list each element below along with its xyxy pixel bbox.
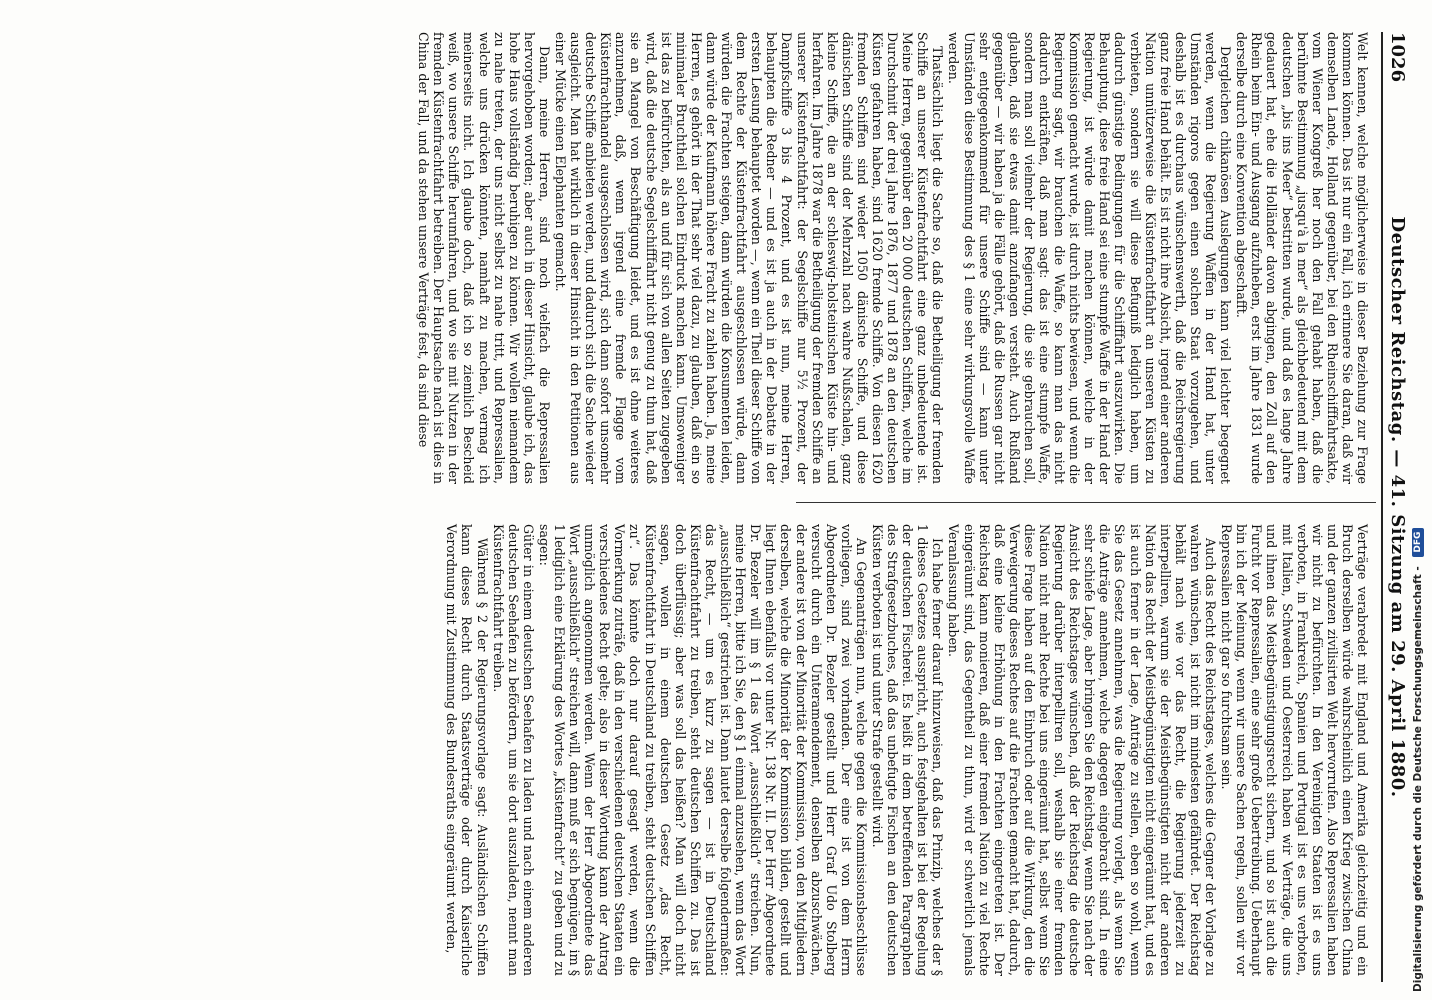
header-rule bbox=[1381, 32, 1383, 982]
page-number: 1026 bbox=[1387, 32, 1408, 83]
paragraph: Verträge verabredet mit England und Amerika gleichzeitig und ein Bruch derselben würde wahrscheinlich einen Krieg zwischen China und der ganzen zivilisirten Welt hervorrufen. Also Repressalien haben wir nicht zu befürchten. In den Vereinigten Staaten ist es uns verboten, in Frankreich, Spanien und Portugal ist es uns verboten, mit Italien, Schweden und Oesterreich haben wir Verträge, die uns und ihnen das Meistbegünstigungsrecht sichern, und so ist auch die Furcht vor Repressalien, eine sehr große Uebertreibung. Ueberhaupt bin ich der Meinung, wenn wir unsere Sachen regeln, sollen wir vor Repressalien nicht gar so furchtsam sein. bbox=[1219, 524, 1370, 976]
paragraph: Ich habe ferner darauf hinzuweisen, daß das Prinzip, welches der § 1 dieses Gesetzes ausspricht, auch festgehalten ist bei der Regelung der deutschen Fischerei. Es heißt in dem betreffenden Paragraphen des Strafgesetzbuches, daß das unbefugte Fischen an den deutschen Küsten verboten ist und unter Strafe gestellt wird. bbox=[870, 524, 946, 976]
paragraph: Während § 2 der Regierungsvorlage sagt: Ausländischen Schiffen kann dieses Recht durch Staatsverträge oder durch Kaiserliche Verordnung mit Zustimmung des Bundesraths eingeräumt werden, bbox=[444, 524, 490, 976]
column-divider bbox=[796, 502, 1376, 503]
text-column-left bbox=[416, 32, 1370, 484]
paragraph: Dergleichen chikanösen Auslegungen kann viel leichter begegnet werden, wenn die Regierung Waffen in der Hand hat, unter Umständen rigoros gegen einen solchen Staat vorzugehen, und deshalb ist es durchaus wünschenswerth, daß die Reichsregierung ganz freie Hand behält. Es ist nicht ihre Absicht, irgend einer anderen Nation unnützerweise die Küstenfrachtfahrt an unseren Küsten zu verbieten, sondern sie will diese Befugniß lediglich haben, um dadurch günstige Bedingungen für die Schifffahrt auszuwirken. Die Behauptung, diese freie Hand sei eine stumpfe Waffe in der Hand der Regierung, ist würde damit machen können, welche in der Kommission gemacht wurde, ist durch nichts bewiesen, und wenn die Regierung sagt, wir brauchen die Waffe, so kann man das nicht dadurch entkräften, daß man sagt: das ist eine stumpfe Waffe, sondern man soll vielmehr der Regierung, die sie gebrauchen soll, glauben, daß sie etwas damit anzufangen versteht. Auch Rußland gegenüber — wir haben ja die Fälle gehört, daß die Russen gar nicht sehr entgegenkommend für unsere Schiffe sind — kann unter Umständen diese Bestimmung des § 1 eine sehr wirkungsvolle Waffe werden. bbox=[946, 32, 1234, 484]
digitization-notice bbox=[1412, 12, 1424, 992]
page-header bbox=[1380, 32, 1410, 982]
dfg-logo: DFG bbox=[1412, 528, 1424, 557]
paragraph: Dann, meine Herren, sind noch vielfach die Repressalien hervorgehoben worden; aber auch in dieser Hinsicht, glaube ich, das hohe Haus vollständig beruhigen zu können. Wir wollen niemandem zu nahe treten, der uns nicht selbst zu nahe tritt, und Repressalien, welche uns drücken könnten, namhaft zu machen, vermag ich meinerseits nicht. Ich glaube doch, daß ich so ziemlich Bescheid weiß, wo unsere Schiffe herumfahren, und wo sie mit Nutzen in der fremden Küstenfrachtfahrt betreiben. Der Hauptsache nach ist dies in China der Fall, und da stehen unsere Verträge fest, da sind diese bbox=[416, 32, 552, 484]
paragraph: An Gegenanträgen nun, welche gegen die Kommissionsbeschlüsse vorliegen, sind zwei vorhanden. Der eine ist von dem Herrn Abgeordneten Dr. Bezeler gestellt und Herr Graf Udo Stolberg versucht durch ein Unteramendement, denselben abzuschwächen, der andere ist von der Minorität der Kommission, von den Mitgliedern derselben, welche die Minorität der Kommission bilden, gestellt und liegt Ihnen ebenfalls vor unter Nr. 138 Nr. II. Der Herr Abgeordnete Dr. Bezeler will im § 1 das Wort „ausschließlich“ streichen. Nun, meine Herren, bitte ich Sie, den § 1 einmal anzusehen, wenn das Wort „ausschließlich“ gestrichen ist. Dann lautet derselbe folgendermaßen: das Recht, — um es kurz zu sagen — ist in Deutschland Küstenfrachtfahrt zu treiben, steht deutschen Schiffen zu. Das ist doch überflüssig; aber was soll das heißen? Man will doch nicht sagen, wollen in einem deutschen Gesetz „das Recht, Küstenfrachtfahrt in Deutschland zu treiben, steht deutschen Schiffen zu“. Das könnte doch nur darauf gesagt werden, wenn die Vormerkung zuträfe, daß in den verschiedenen deutschen Staaten ein verschiedenes Recht gelte; also in dieser Wortung kann der Antrag unmöglich angenommen werden. Wenn der Herr Abgeordnete das Wort „ausschließlich“ streichen will, dann muß er sich begnügen, im § 1 lediglich eine Erklärung des Wortes „Küstenfracht“ zu geben und zu sagen: bbox=[536, 524, 869, 976]
page-title: Deutscher Reichstag. — 41. Sitzung am 29. April 1880. bbox=[1387, 216, 1408, 798]
rotated-page bbox=[80, 32, 1410, 982]
paragraph: Auch das Recht des Reichstages, welches die Gegner der Vorlage zu wahren wünschen, ist nicht im mindesten gefährdet. Der Reichstag behält nach wie vor das Recht, die Regierung jederzeit zu interpelliren, warum sie der Meistbegünstigten nicht der anderen Nation das Recht der Meistbegünstigten nicht eingeräumt hat, und es ist auch ferner in der Lage, Anträge zu stellen, eben so wohl, wenn Sie das Gesetz annehmen, was die Regierung vorlegt, als wenn Sie die Anträge annehmen, welche dagegen eingebracht sind. In eine sehr schiefe Lage, aber bringen Sie den Reichstag, wenn Sie nach der Ansicht des Reichstages wünschen, daß der Reichstag die deutsche Regierung darüber interpelliren soll, weshalb sie einer fremden Nation nicht mehr Rechte bei uns eingeräumt hat, selbst wenn Sie diese Frage haben auf den Einbruch oder auf die Wirkung, den die Verweigerung dieses Rechtes auf die Frachten gemacht hat, dadurch, daß eine kleine Erhöhung in den Frachten eingetreten ist. Der Reichstag kann monieren, daß einer fremden Nation zu viel Rechte eingeräumt sind, das Gegentheil zu thun, wird er schwerlich jemals Veranlassung haben. bbox=[946, 524, 1219, 976]
paragraph: Welt kennen, welche möglicherweise in dieser Beziehung zur Frage kommen können. Das ist nur ein Fall, ich erinnere Sie daran, daß wir demselben Lande, Holland gegenüber, bei den Rheinschifffahrtsakte, vom Wiener Kongreß her noch den Fall gehabt haben, daß die berühmte Bestimmung „jusqu'à la mer“ als gleichbedeutend mit dem deutschen „bis ins Meer“ bestritten wurde, und daß es lange Jahre gedauert hat, ehe die Holländer davon abgingen, den Zoll auf den Rhein beim Ein- und Ausgang aufzuheben, erst im Jahre 1831 wurde derselbe durch eine Konvention abgeschafft. bbox=[1234, 32, 1370, 484]
notice-text: Digitalisierung gefördert durch die Deutsche Forschungsgemeinschaft - bbox=[1412, 566, 1424, 992]
paragraph: Güter in einem deutschen Seehafen zu laden und nach einem anderen deutschen Seehafen zu befördern, um sie dort auszuladen, nennt man Küstenfrachtfahrt treiben. bbox=[490, 524, 536, 976]
text-column-right bbox=[444, 524, 1370, 976]
paragraph: Thatsächlich liegt die Sache so, daß die Betheiligung der fremden Schiffe an unserer Küstenfrachtfahrt eine ganz unbedeutende ist. Meine Herren, gegenüber den 20 000 deutschen Schiffen, welche im Durchschnitt der drei Jahre 1876, 1877 und 1878 an den deutschen Küsten gefahren haben, sind 1620 fremde Schiffe. Von diesen 1620 fremden Schiffen sind wieder 1050 dänische Schiffe, und diese dänischen Schiffe sind der Mehrzahl nach wahre Nußschalen, ganz kleine Schiffe, die an der schleswig-holsteinischen Küste hin- und herfahren. Im Jahre 1878 war die Betheiligung der fremden Schiffe an unserer Küstenfrachtfahrt: der Segelschiffe nur 5½ Prozent, der Dampfschiffe 3 bis 4 Prozent, und es ist nun, meine Herren, behaupten die Redner — und es ist ja auch in der Debatte in der ersten Lesung behauptet worden —, wenn ein Theil dieser Schiffe von dem Rechte der Küstenfrachtfahrt ausgeschlossen würde, dann würden die Frachten steigen, dann würden die Konsumenten leiden, dann würde der Kaufmann höhere Fracht zu zahlen haben. Ja, meine Herren, es gehört in der That sehr viel dazu, zu glauben, daß ein so minimaler Bruchtheil solchen Eindruck machen kann. Umsoweniger ist das zu befürchten, als an und für sich von allen Seiten zugegeben wird, daß die deutsche Segelschifffahrt nicht genug zu thun hat, daß sie an Mangel von Beschäftigung leidet, und es ist ohne weiteres anzunehmen, daß, wenn irgend eine fremde Flagge vom Küstenfrachthandel ausgeschlossen wird, sich dann sofort unsomehr deutsche Schiffe anbieten werden, und dadurch sich die Sache wieder ausgleicht. Man hat wirklich in dieser Hinsicht in den Petitionen aus einer Mücke einen Elephanten gemacht. bbox=[553, 32, 946, 484]
